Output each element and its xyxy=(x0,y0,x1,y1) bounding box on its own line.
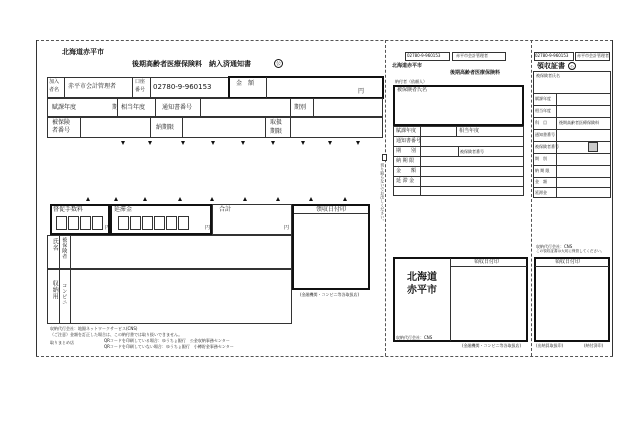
middle-agent-note: 収納代行会社：CNS xyxy=(396,335,433,340)
arrears-digit[interactable] xyxy=(142,216,153,230)
fee-digit[interactable] xyxy=(56,216,67,230)
bottom-border xyxy=(36,356,613,357)
marker-down xyxy=(301,141,305,145)
marker-down xyxy=(181,141,185,145)
marker-up xyxy=(210,197,214,201)
right-fiscal-year: 賦課年度 xyxy=(535,96,551,101)
fee-label: 督促手数料 xyxy=(53,206,84,213)
marker-down xyxy=(356,141,360,145)
divider xyxy=(150,77,151,98)
year-row xyxy=(47,98,383,117)
marker-down xyxy=(121,141,125,145)
fee-digit[interactable] xyxy=(80,216,91,230)
col-line xyxy=(420,126,421,196)
amount-yen: 円 xyxy=(358,88,365,95)
middle-notice-number: 通知書番号 xyxy=(396,138,422,144)
insured-vertical-label: 被保険者 xyxy=(61,237,68,259)
middle-corresponding-year: 相当年度 xyxy=(459,128,480,134)
row-line xyxy=(533,117,611,118)
marker-up xyxy=(114,197,118,201)
divider xyxy=(70,269,71,324)
divider xyxy=(265,117,266,138)
divider xyxy=(290,98,291,117)
subscriber-label-2: 者名 xyxy=(49,87,60,93)
col-line xyxy=(456,126,457,136)
right-gray-cell xyxy=(588,142,598,152)
receipt-stamp-box xyxy=(292,204,370,290)
col-line xyxy=(458,146,459,156)
marker-up xyxy=(178,197,182,201)
insured-label-2: 者番号 xyxy=(52,127,71,134)
contact-line-2: QRコードを印刷していない場合：ゆうちょ銀行 小樽貯金事務センター xyxy=(104,344,234,349)
corresponding-year-label: 相当年度 xyxy=(121,104,146,111)
perforation-2 xyxy=(531,40,532,356)
marker-down xyxy=(211,141,215,145)
divider xyxy=(70,235,71,269)
middle-amount: 金 額 xyxy=(396,168,417,174)
divider xyxy=(294,213,368,214)
top-border xyxy=(36,40,613,41)
divider xyxy=(535,266,609,267)
middle-side-note: 切り取らないでお出しください。 xyxy=(380,163,386,223)
divider xyxy=(64,77,65,98)
right-border xyxy=(612,40,613,356)
row-line xyxy=(533,141,611,142)
marker-up xyxy=(309,197,313,201)
arrears-digit[interactable] xyxy=(130,216,141,230)
fee-yen: 円 xyxy=(105,225,111,231)
notice-title: 後期高齢者医療保険料 納入済通知書 xyxy=(132,60,251,68)
account-label-2: 番号 xyxy=(135,87,146,93)
right-collector-note: (納付済印) xyxy=(584,343,604,348)
divider xyxy=(59,269,60,324)
divider xyxy=(132,77,133,98)
row-line xyxy=(393,136,524,137)
marker-up xyxy=(276,197,280,201)
account-label: 口座 xyxy=(135,79,146,85)
right-subscriber-name: 赤平市会計管理者 xyxy=(577,53,609,58)
row-line xyxy=(533,105,611,106)
subscriber-label: 加入 xyxy=(49,79,60,85)
middle-subscriber-name: 赤平市会計管理者 xyxy=(456,53,488,58)
total-label: 合計 xyxy=(219,206,232,213)
right-keep-note: この領収証書は大切に保管してください。 xyxy=(536,249,605,253)
divider xyxy=(117,98,118,117)
row-line xyxy=(533,93,611,94)
total-yen: 円 xyxy=(284,225,290,231)
row-line xyxy=(533,177,611,178)
divider xyxy=(182,117,183,138)
right-insured-number: 被保険者番号 xyxy=(535,144,559,149)
marker-down xyxy=(148,141,152,145)
amount-label: 金 額 xyxy=(236,80,255,87)
right-receipt-stamp: 領収日付印 xyxy=(555,259,581,265)
agent-line-1: 収納代行会社：地銀ネットワークサービス(CNS) xyxy=(50,326,138,331)
divider xyxy=(313,98,314,117)
right-agent-note: 収納代行会社：CNS xyxy=(536,244,573,249)
middle-fiscal-year: 賦課年度 xyxy=(396,128,417,134)
middle-bottom-box xyxy=(393,257,528,342)
divider xyxy=(290,117,291,138)
marker-up xyxy=(343,197,347,201)
arrears-digit[interactable] xyxy=(118,216,129,230)
marker-up xyxy=(143,197,147,201)
period-label: 期別 xyxy=(294,104,307,111)
middle-insured-number: 被保険者番号 xyxy=(460,149,484,154)
row-line xyxy=(533,165,611,166)
middle-due-date: 納 期 限 xyxy=(396,158,415,164)
period-mark: 期 xyxy=(112,104,119,111)
perforation-1 xyxy=(385,40,386,356)
row-line xyxy=(533,187,611,188)
marker-up xyxy=(243,197,247,201)
fee-digit[interactable] xyxy=(68,216,79,230)
account-number: 02780-9-960153 xyxy=(153,83,212,91)
right-amount: 金 額 xyxy=(535,179,547,184)
contact-label: 取りまとめ店 xyxy=(50,340,74,345)
store-note: (金融機関・コンビニ等各取扱店) xyxy=(300,292,360,297)
fiscal-year-label: 賦課年度 xyxy=(52,104,77,111)
convenience-label: コンビニ xyxy=(61,283,68,305)
arrears-digit[interactable] xyxy=(166,216,177,230)
right-account-number: 02780-9-960153 xyxy=(535,53,569,58)
fee-digit[interactable] xyxy=(92,216,103,230)
middle-account-number: 02780-9-960153 xyxy=(407,53,441,58)
right-insured-name-label: 被保険者氏名 xyxy=(536,73,560,78)
middle-receipt-stamp: 領収日付印 xyxy=(474,259,500,265)
divider xyxy=(80,117,81,138)
handling-label-2: 期限 xyxy=(270,128,283,135)
receipt-stamp-label: 領収日付印 xyxy=(316,206,347,213)
left-border xyxy=(36,40,37,356)
collection-block xyxy=(47,269,292,324)
divider xyxy=(266,77,267,98)
row-line xyxy=(393,186,524,187)
divider xyxy=(200,98,201,117)
middle-city-big-2: 赤平市 xyxy=(407,285,437,296)
right-seal: 公 xyxy=(570,64,574,69)
right-period: 期 別 xyxy=(535,156,547,161)
collection-label: 収納用 xyxy=(51,280,59,300)
arrears-digit[interactable] xyxy=(154,216,165,230)
arrears-label: 延滞金 xyxy=(114,206,133,213)
middle-payer-label: 納付者（依頼人） xyxy=(395,79,427,84)
right-corresponding-year: 相当年度 xyxy=(535,108,551,113)
receipt-title: 領収証書 xyxy=(537,62,565,70)
subscriber-name: 赤平市会計管理者 xyxy=(68,83,117,90)
right-due-date: 納 期 限 xyxy=(535,168,550,173)
row-line xyxy=(393,156,524,157)
arrears-digit[interactable] xyxy=(178,216,189,230)
row-line xyxy=(393,176,524,177)
row-line xyxy=(393,166,524,167)
row-line xyxy=(533,129,611,130)
arrears-yen: 円 xyxy=(205,225,211,231)
middle-title: 後期高齢者医療保険料 xyxy=(450,70,501,76)
right-stamp-box xyxy=(534,257,610,342)
divider xyxy=(450,258,451,341)
due-date-label: 納期限 xyxy=(156,124,175,131)
right-notice-number: 通知書番号 xyxy=(535,132,555,137)
city-name: 北海道赤平市 xyxy=(62,48,104,56)
insured-label: 被保険 xyxy=(52,119,71,126)
checkbox[interactable] xyxy=(382,154,387,161)
handling-label: 取扱 xyxy=(270,119,283,126)
marker-down xyxy=(271,141,275,145)
middle-city-big-1: 北海道 xyxy=(407,272,437,283)
middle-city: 北海道赤平市 xyxy=(392,63,423,69)
right-arrears: 延滞金 xyxy=(535,190,547,195)
official-seal: 公 xyxy=(275,61,281,67)
notice-number-label: 通知書番号 xyxy=(162,104,193,111)
middle-arrears: 延 滞 金 xyxy=(396,178,415,184)
name-label: 氏名 xyxy=(51,238,59,251)
middle-insured-name-label: 被保険者氏名 xyxy=(397,87,428,93)
marker-down xyxy=(328,141,332,145)
middle-store-note: (金融機関・コンビニ等各取扱店) xyxy=(462,343,522,348)
divider xyxy=(451,266,527,267)
right-item-value: 後期高齢者医療保険料 xyxy=(559,120,599,125)
name-block xyxy=(47,235,292,269)
right-handler-note: (出納員取扱印) xyxy=(536,343,564,348)
middle-period: 期 別 xyxy=(396,148,417,154)
insured-row xyxy=(47,117,383,138)
right-item-label: 科 目 xyxy=(535,120,547,125)
marker-down xyxy=(241,141,245,145)
row-line xyxy=(533,153,611,154)
divider xyxy=(155,98,156,117)
divider xyxy=(150,117,151,138)
agent-line-2: （ご注意）金額を訂正した場合は、この納付書では取り扱いできません。 xyxy=(50,332,183,337)
divider xyxy=(59,235,60,269)
marker-up xyxy=(86,197,90,201)
contact-line-1: QRコードを印刷している場合：ゆうちょ銀行 公金収納事務センター xyxy=(104,338,230,343)
